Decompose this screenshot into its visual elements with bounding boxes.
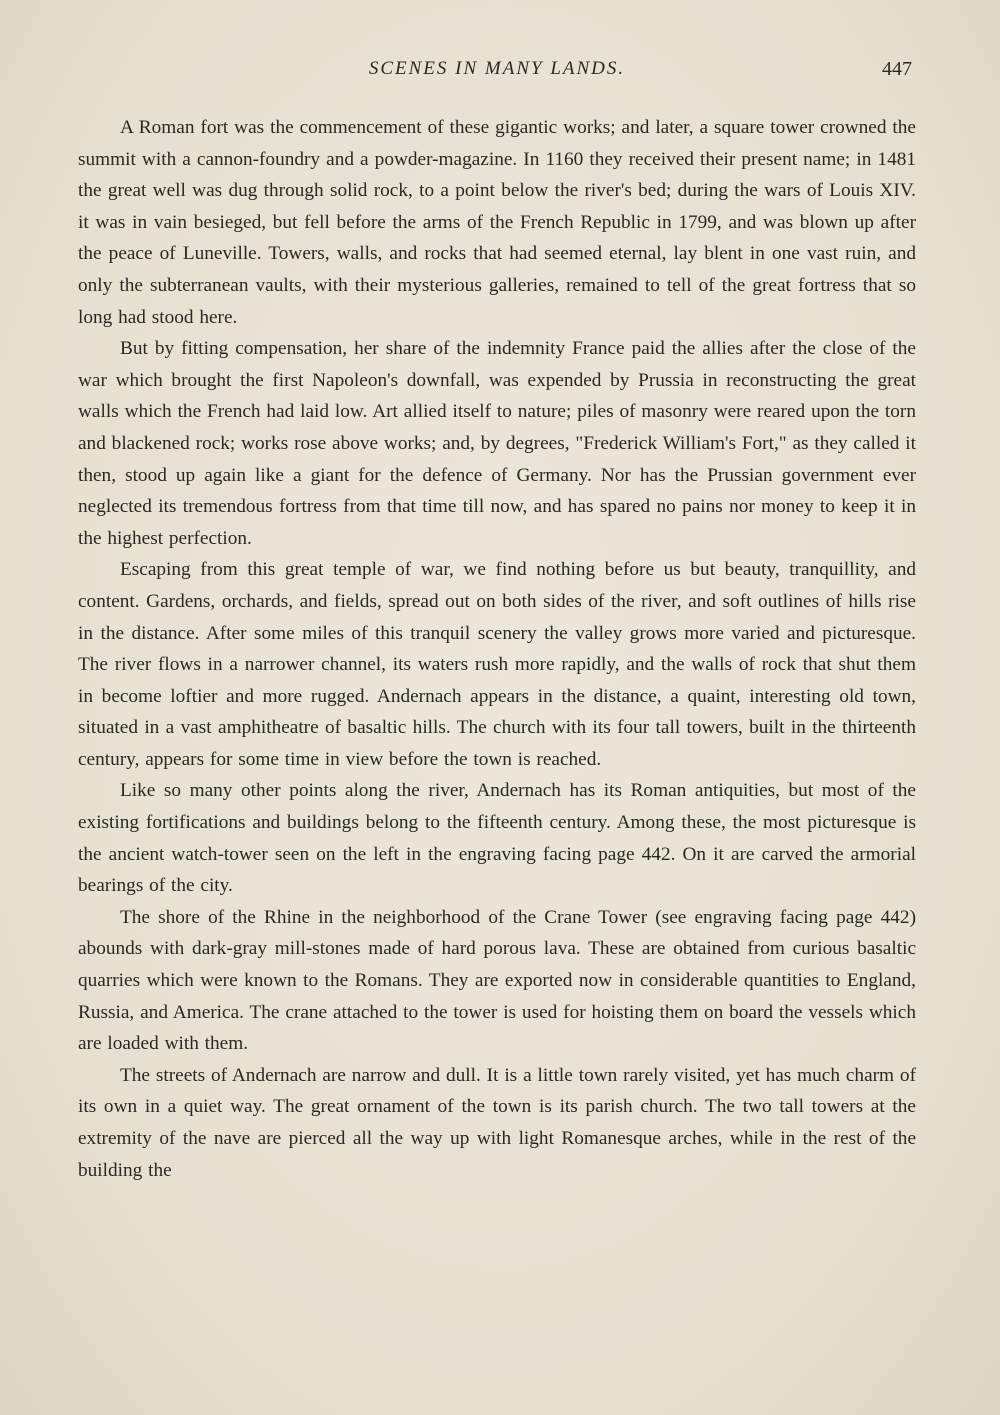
- paragraph: But by fitting compensation, her share of the indemnity France paid the allies after the close of the war which brought the first Napoleon's downfall, was expended by Prussia in reconstructing the great walls which the French had laid low. Art allied itself to nature; piles of masonry were reared upon the torn and blackened rock; works rose above works; and, by degrees, "Frederick William's Fort," as they called it then, stood up again like a giant for the defence of Germany. Nor has the Prussian government ever neglected its tremendous fortress from that time till now, and has spared no pains nor money to keep it in the highest perfection.: [78, 338, 916, 549]
- paragraph: The streets of Andernach are narrow and dull. It is a little town rarely visited, yet has much charm of its own in a quiet way. The great ornament of the town is its parish church. The two tall towers at the extremity of the nave are pierced all the way up with light Romanesque arches, while in the rest of the building the: [78, 1064, 916, 1181]
- page-header: [78, 58, 916, 88]
- paragraph: Escaping from this great temple of war, we find nothing before us but beauty, tranquillity, and content. Gardens, orchards, and fields, spread out on both sides of the river, and soft outlines of hills rise in the distance. After some miles of this tranquil scenery the valley grows more varied and picturesque. The river flows in a narrower channel, its waters rush more rapidly, and the walls of rock that shut them in become loftier and more rugged. Andernach appears in the distance, a quaint, interesting old town, situated in a vast amphitheatre of basaltic hills. The church with its four tall towers, built in the thirteenth century, appears for some time in view before the town is reached.: [78, 559, 916, 770]
- page-number: 447: [882, 58, 912, 80]
- running-title: SCENES IN MANY LANDS.: [368, 58, 626, 79]
- paragraph: The shore of the Rhine in the neighborhood of the Crane Tower (see engraving facing page 442) abounds with dark-gray mill-stones made of hard porous lava. These are obtained from curious basaltic quarries which were known to the Romans. They are exported now in considerable quantities to England, Russia, and America. The crane attached to the tower is used for hoisting them on board the vessels which are loaded with them.: [78, 906, 916, 1055]
- paragraph: A Roman fort was the commencement of these gigantic works; and later, a square tower crowned the summit with a cannon-foundry and a powder-magazine. In 1160 they received their present name; in 1481 the great well was dug through solid rock, to a point below the river's bed; during the wars of Louis XIV. it was in vain besieged, but fell before the arms of the French Republic in 1799, and was blown up after the peace of Luneville. Towers, walls, and rocks that had seemed eternal, lay blent in one vast ruin, and only the subterranean vaults, with their mysterious galleries, remained to tell of the great fortress that so long had stood here.: [78, 117, 916, 328]
- paragraph: Like so many other points along the river, Andernach has its Roman antiquities, but most of the existing fortifications and buildings belong to the fifteenth century. Among these, the most picturesque is the ancient watch-tower seen on the left in the engraving facing page 442. On it are carved the armorial bearings of the city.: [78, 780, 916, 897]
- body-text: [78, 112, 916, 1186]
